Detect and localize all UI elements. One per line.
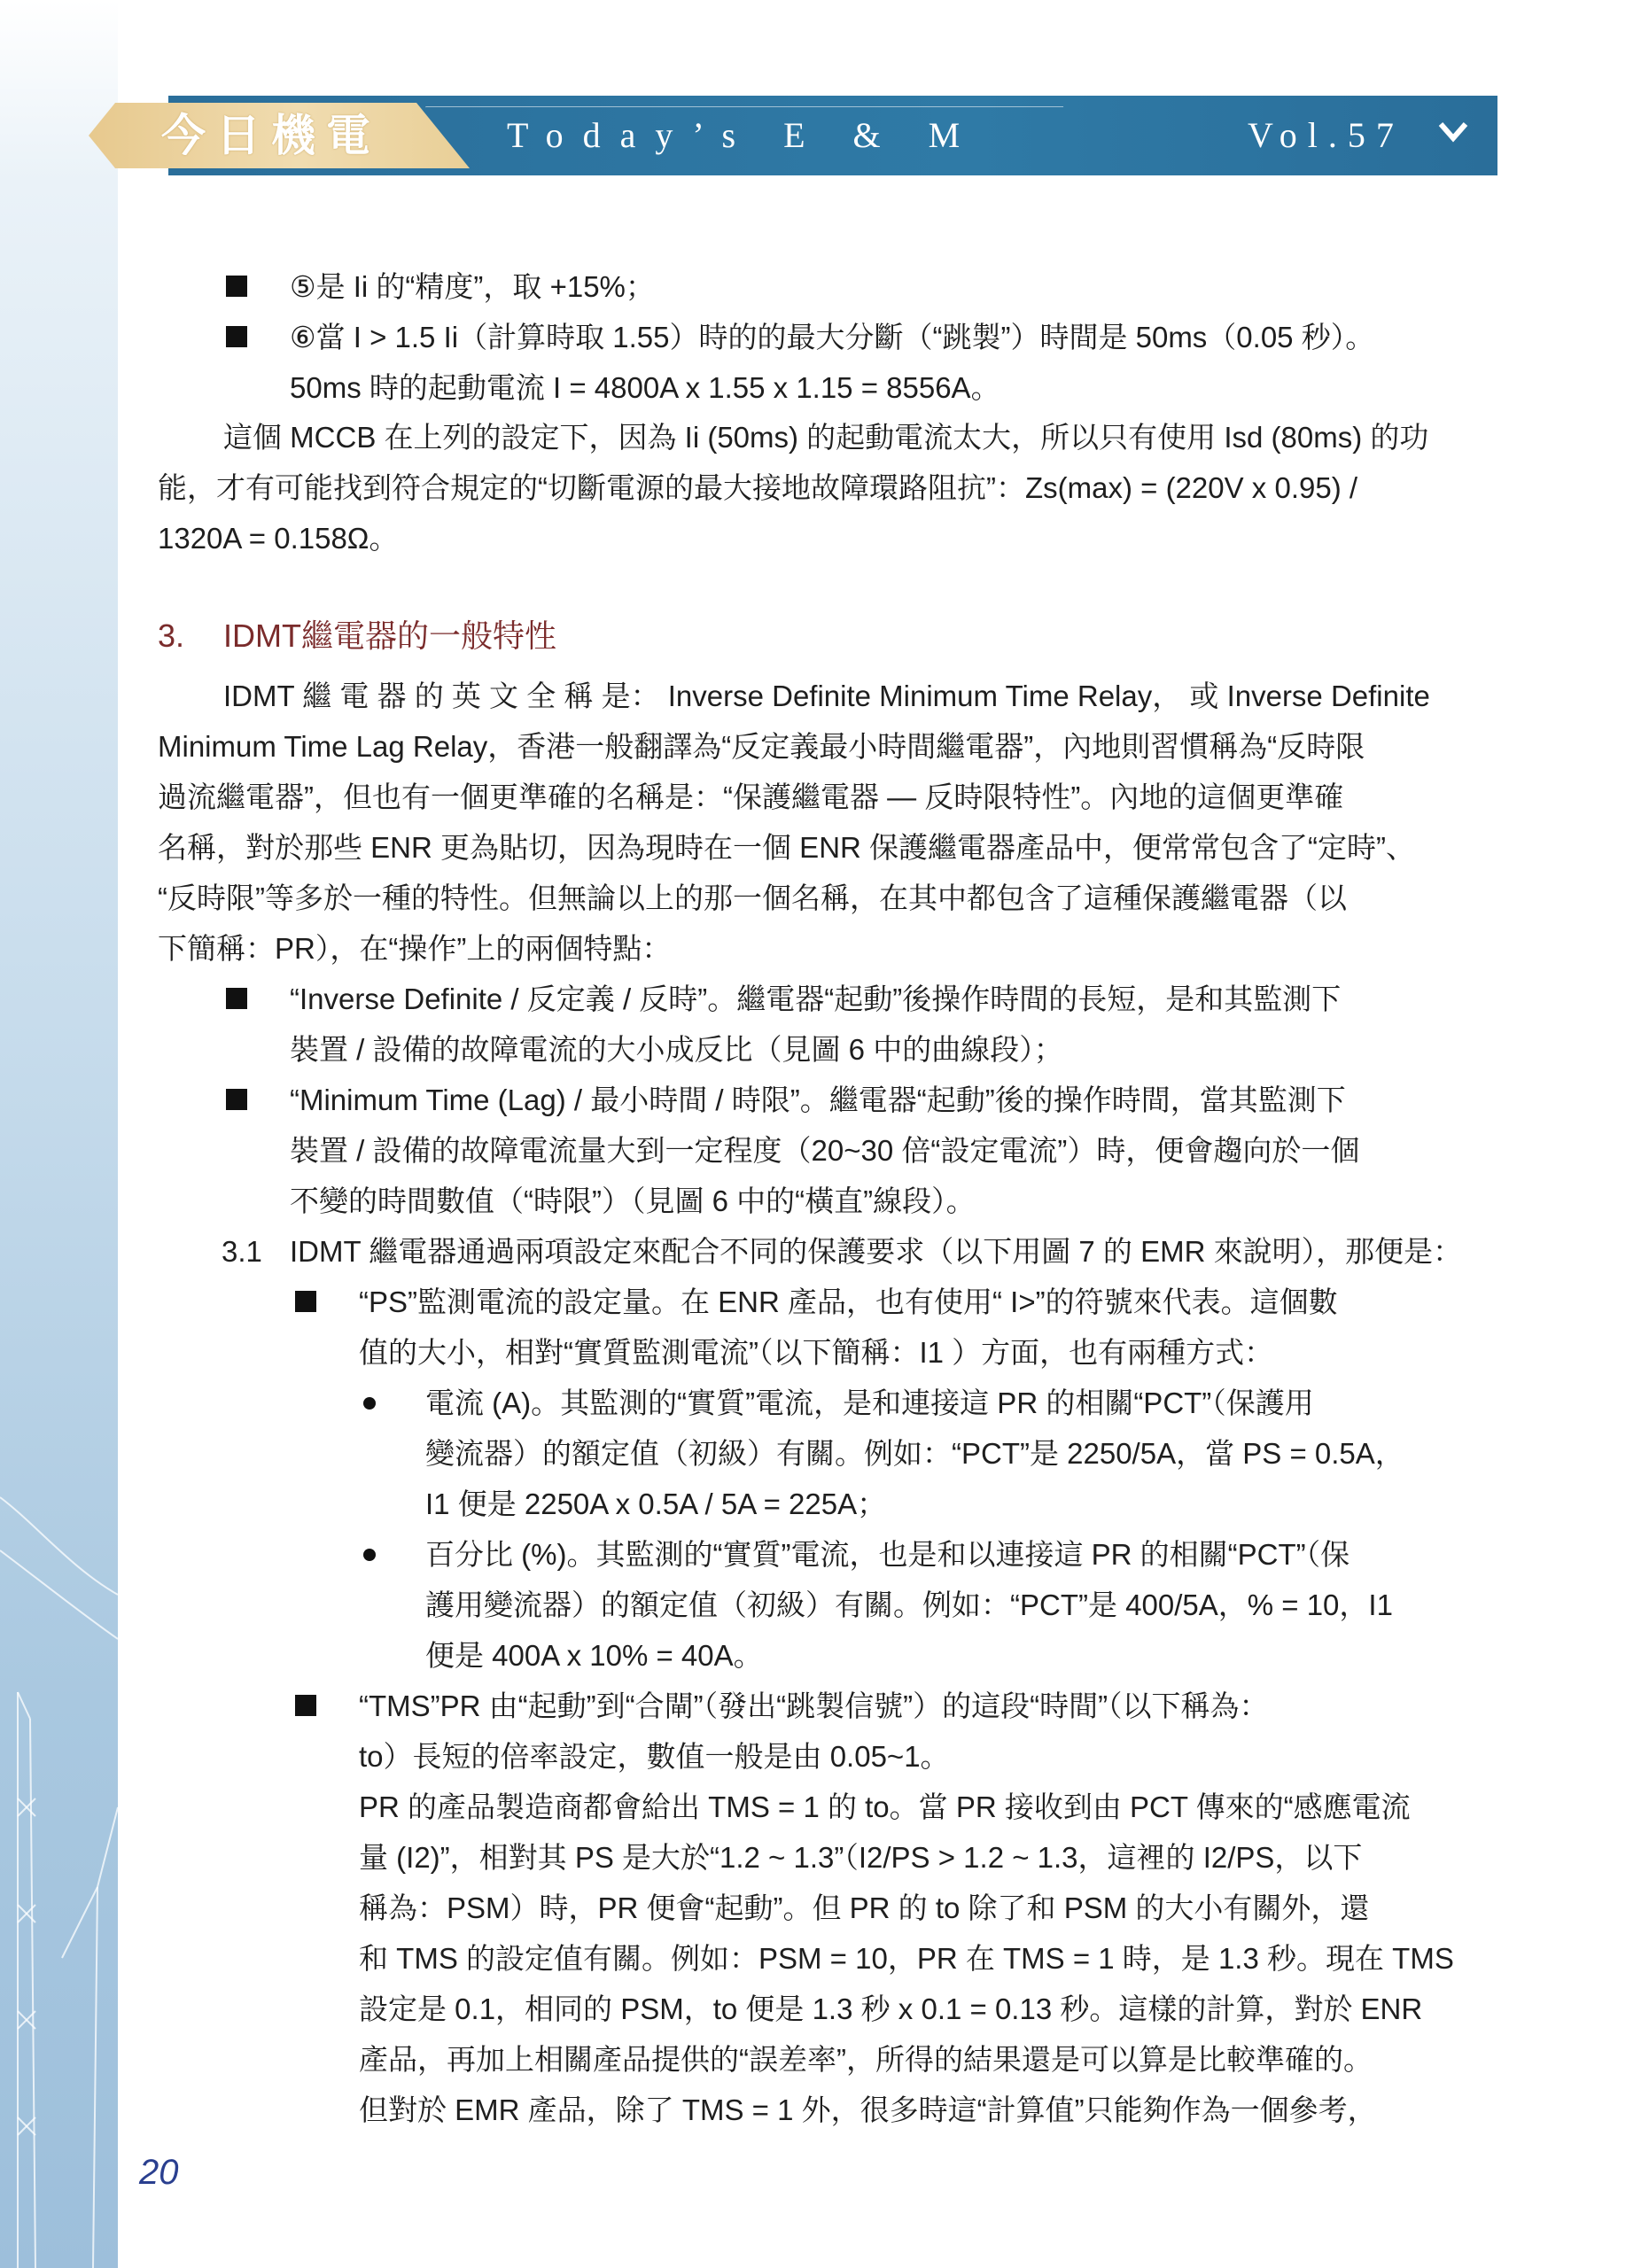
bullet-line-continued: 裝置 / 設備的故障電流量大到一定程度（20~30 倍“設定電流”）時，便會趨向於一個: [290, 1134, 1360, 1167]
bullet-line-continued: 但對於 EMR 產品，除了 TMS = 1 外，很多時這“計算值”只能夠作為一個參考，: [359, 2093, 1377, 2126]
dot-bullet-line-continued: I1 便是 2250A x 0.5A / 5A = 225A；: [425, 1487, 887, 1520]
bullet-line-continued: 不變的時間數值（“時限”）（見圖 6 中的“橫直”線段）。: [290, 1184, 976, 1217]
bullet-line: “Minimum Time (Lag) / 最小時間 / 時限”。繼電器“起動”後的操作時間，當其監測下: [290, 1084, 1346, 1116]
bullet-square: [226, 326, 247, 347]
dot-bullet-line: 電流 (A)。其監測的“實質”電流，是和連接這 PR 的相關“PCT”（保護用: [425, 1386, 1314, 1419]
bullet-dot: [363, 1549, 376, 1561]
dot-bullet-line-continued: 便是 400A x 10% = 40A。: [425, 1639, 763, 1672]
paragraph-line: 名稱，對於那些 ENR 更為貼切，因為現時在一個 ENR 保護繼電器產品中，便常常包含了“定時”、: [158, 831, 1415, 864]
volume-label: Vol.57: [1248, 115, 1404, 155]
paragraph-line: IDMT 繼 電 器 的 英 文 全 稱 是： Inverse Definite Minimum Time Relay， 或 Inverse Definite: [223, 680, 1430, 712]
dot-bullet-line: 百分比 (%)。其監測的“實質”電流，也是和以連接這 PR 的相關“PCT”（保: [425, 1538, 1350, 1571]
paragraph-line: 這個 MCCB 在上列的設定下，因為 Ii (50ms) 的起動電流太大，所以只有使用 Isd (80ms) 的功: [223, 421, 1429, 454]
dot-bullet-line-continued: 變流器）的額定值（初級）有關。例如：“PCT”是 2250/5A，當 PS = 0.5A，: [425, 1437, 1404, 1470]
bullet-line-continued: 量 (I2)”，相對其 PS 是大於“1.2 ~ 1.3”（I2/PS > 1.2 ~ 1.3，這裡的 I2/PS，以下: [359, 1841, 1363, 1874]
bullet-line-continued: 稱為：PSM）時，PR 便會“起動”。但 PR 的 to 除了和 PSM 的大小有關外，還: [359, 1891, 1370, 1924]
bullet-square: [295, 1695, 316, 1716]
bullet-line-continued: 裝置 / 設備的故障電流的大小成反比（見圖 6 中的曲線段）；: [290, 1033, 1063, 1066]
page-number: 20: [139, 2153, 179, 2192]
subsection-text: IDMT 繼電器通過兩項設定來配合不同的保護要求（以下用圖 7 的 EMR 來說明），那便是：: [290, 1235, 1463, 1268]
bullet-line-continued: PR 的產品製造商都會給出 TMS = 1 的 to。當 PR 接收到由 PCT 傳來的“感應電流: [359, 1790, 1411, 1823]
bullet-line-continued: 產品，再加上相關產品提供的“誤差率”，所得的結果還是可以算是比較準確的。: [359, 2043, 1373, 2076]
paragraph-line: “反時限”等多於一種的特性。但無論以上的那一個名稱，在其中都包含了這種保護繼電器（以: [158, 882, 1347, 914]
bullet-line: ⑥當 I > 1.5 Ii（計算時取 1.55）時的的最大分斷（“跳製”）時間是 50ms（0.05 秒）。: [290, 321, 1375, 353]
subsection-number: 3.1: [222, 1235, 262, 1268]
bullet-square: [226, 988, 247, 1009]
paragraph-line: 1320A = 0.158Ω。: [158, 522, 399, 555]
magazine-subtitle: Today’s E & M: [507, 115, 980, 155]
section-title: IDMT繼電器的一般特性: [223, 617, 556, 654]
bullet-line-continued: to）長短的倍率設定，數值一般是由 0.05~1。: [359, 1740, 950, 1773]
paragraph-line: 能，才有可能找到符合規定的“切斷電源的最大接地故障環路阻抗”：Zs(max) = (220V x 0.95) /: [158, 471, 1358, 504]
dot-bullet-line-continued: 護用變流器）的額定值（初級）有關。例如：“PCT”是 400/5A，% = 10，I1: [425, 1588, 1393, 1621]
bullet-line: “PS”監測電流的設定量。在 ENR 產品，也有使用“ I>”的符號來代表。這個數: [359, 1285, 1338, 1318]
brand-title: 今日機電: [161, 110, 381, 161]
bullet-dot: [363, 1397, 376, 1410]
bullet-line-continued: 值的大小，相對“實質監測電流”（以下簡稱：I1 ）方面，也有兩種方式：: [359, 1336, 1274, 1369]
paragraph-line: 下簡稱：PR），在“操作”上的兩個特點：: [158, 932, 672, 965]
bullet-line-continued: 50ms 時的起動電流 I = 4800A x 1.55 x 1.15 = 8556A。: [290, 371, 1000, 404]
bullet-line: ⑤是 Ii 的“精度”，取 +15%；: [290, 270, 655, 303]
paragraph-line: Minimum Time Lag Relay，香港一般翻譯為“反定義最小時間繼電器”，內地則習慣稱為“反時限: [158, 730, 1365, 763]
bullet-square: [295, 1291, 316, 1312]
section-number: 3.: [158, 617, 185, 654]
bullet-line-continued: 和 TMS 的設定值有關。例如：PSM = 10，PR 在 TMS = 1 時，是 1.3 秒。現在 TMS: [359, 1942, 1454, 1975]
bullet-square: [226, 1089, 247, 1110]
bullet-line: “TMS”PR 由“起動”到“合閘”（發出“跳製信號”）的這段“時間”（以下稱為：: [359, 1689, 1269, 1722]
bullet-line: “Inverse Definite / 反定義 / 反時”。繼電器“起動”後操作時間的長短，是和其監測下: [290, 983, 1342, 1015]
paragraph-line: 過流繼電器”，但也有一個更準確的名稱是：“保護繼電器 — 反時限特性”。內地的這個更準確: [158, 781, 1344, 813]
bullet-square: [226, 276, 247, 297]
bullet-line-continued: 設定是 0.1，相同的 PSM，to 便是 1.3 秒 x 0.1 = 0.13 秒。這樣的計算，對於 ENR: [359, 1992, 1423, 2025]
